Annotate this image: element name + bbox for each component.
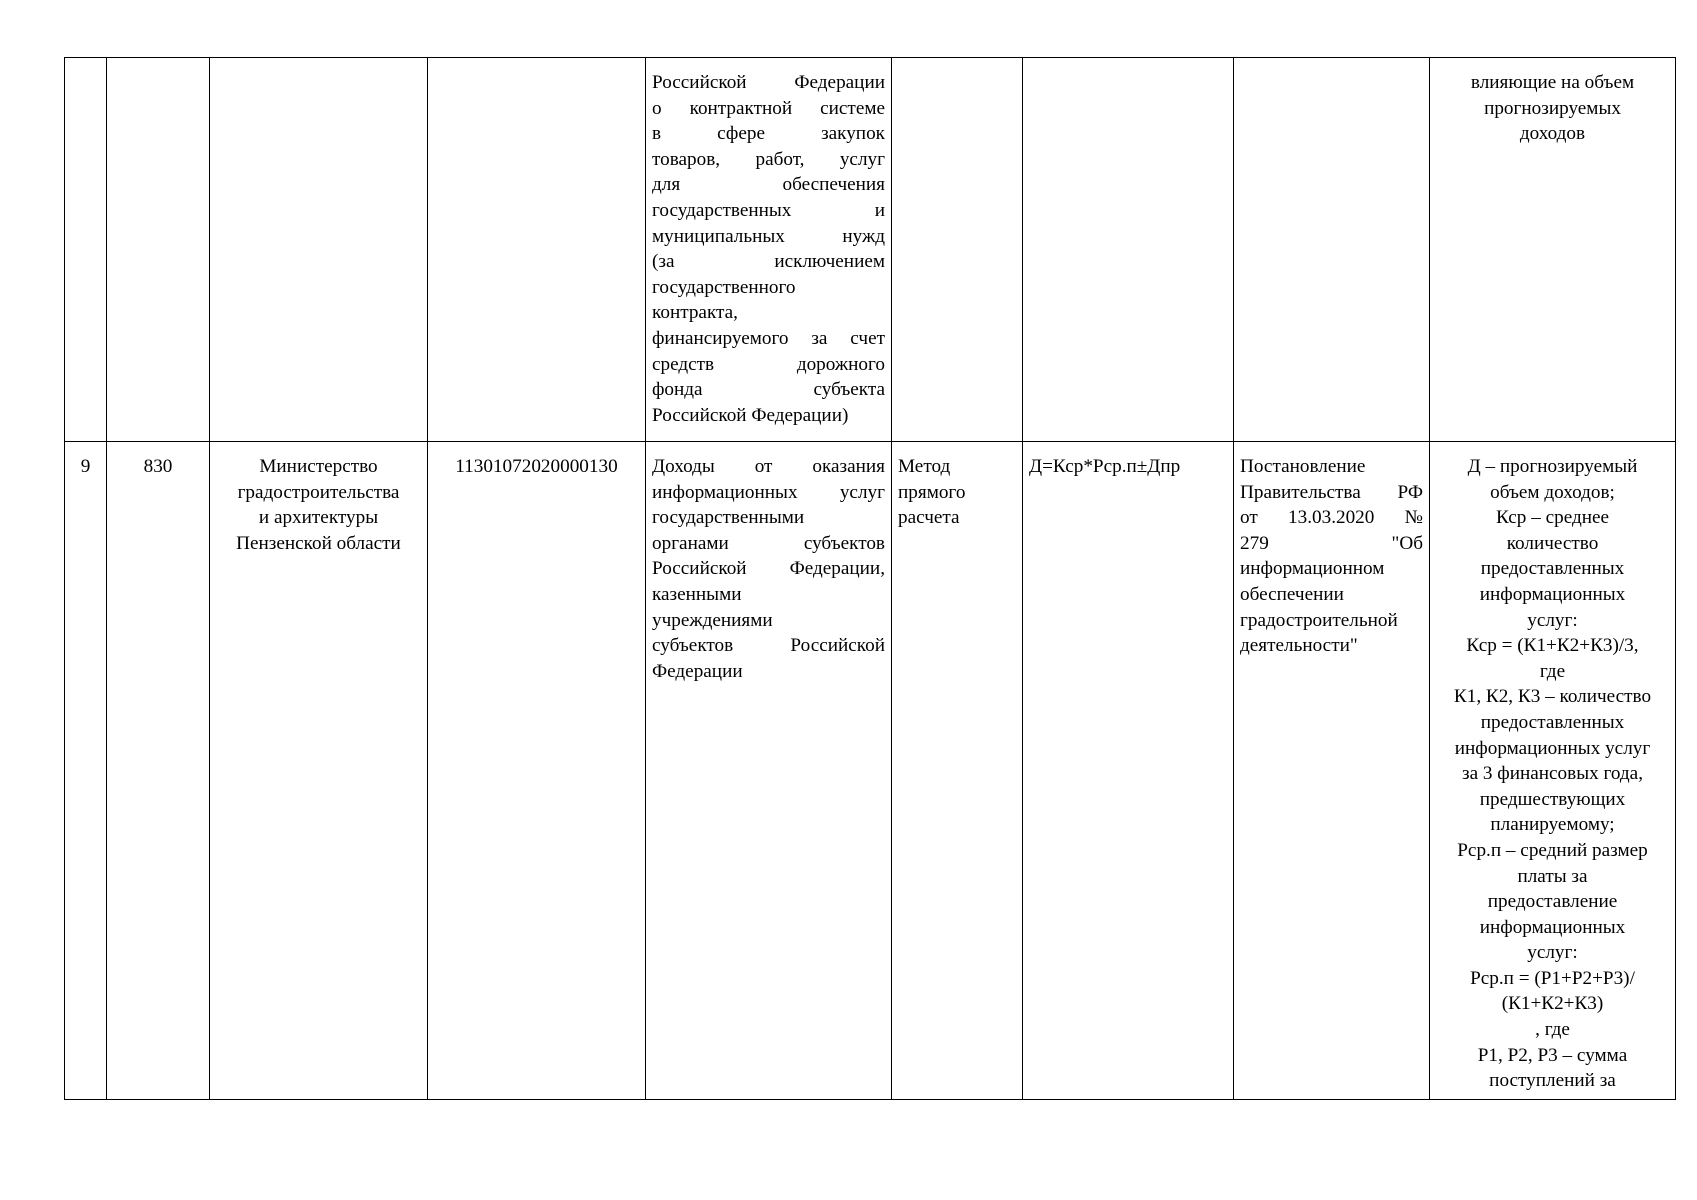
cell-calculation-method <box>892 58 1023 442</box>
cell-legal-basis <box>1234 442 1430 1100</box>
text-line: в сфере закупок <box>652 123 885 145</box>
text-line: государственными <box>652 507 805 529</box>
text-line: государственных и <box>652 199 885 221</box>
cell-formula <box>1023 58 1234 442</box>
cell-legal-basis <box>1234 58 1430 442</box>
text-line: информационном <box>1240 558 1385 580</box>
cell-administrator: Министерство градостроительства и архитектуры Пензенской области <box>210 442 428 1100</box>
text-line: товаров, работ, услуг <box>652 148 885 170</box>
cell-admin-code: 830 <box>107 442 210 1100</box>
text-line: Федерации <box>652 660 743 682</box>
text-line: Постановление <box>1240 456 1366 477</box>
text-line: обеспечении <box>1240 583 1344 605</box>
text-line: муниципальных нужд <box>652 225 885 247</box>
cell-kbk-code <box>428 58 646 442</box>
text-line: Российской Федерации, <box>652 558 885 580</box>
text-line: учреждениями <box>652 609 773 631</box>
revenue-methodology-table <box>64 57 1676 1100</box>
cell-income-name <box>646 58 892 442</box>
text-line: органами субъектов <box>652 532 885 554</box>
cell-administrator <box>210 58 428 442</box>
text-line: градостроительной <box>1240 609 1398 631</box>
text-line: финансируемого за счет <box>652 327 885 349</box>
cell-income-name <box>646 442 892 1100</box>
table-row <box>65 58 1676 442</box>
text-line: средств дорожного <box>652 353 885 375</box>
text-line: для обеспечения <box>652 174 885 196</box>
text-line: о контрактной системе <box>652 97 885 119</box>
text-line: от 13.03.2020 № <box>1240 507 1423 529</box>
text-line: (за исключением <box>652 251 885 273</box>
cell-kbk-code: 11301072020000130 <box>428 442 646 1100</box>
text-line: фонда субъекта <box>652 379 885 401</box>
text-line: субъектов Российской <box>652 635 885 657</box>
text-line: казенными <box>652 583 742 605</box>
text-line: контракта, <box>652 302 738 324</box>
text-line: Российской Федерации <box>652 72 885 93</box>
text-line: Российской Федерации) <box>652 404 849 426</box>
text-line: Доходы от оказания <box>652 456 885 477</box>
text-line: Правительства РФ <box>1240 481 1423 503</box>
cell-calculation-method: Метод прямого расчета <box>892 442 1023 1100</box>
table-row <box>65 442 1676 1100</box>
text-line: 279 "Об <box>1240 532 1423 554</box>
cell-indicator-description: Д – прогнозируемый объем доходов; Кср – среднее количество предоставленных информационных услуг: Кср = (К1+К2+К3)/3, где К1, К2, К3 – количество предоставленных информационных услуг за 3 финансовых года, предшествующих планируемому; Рср.п – средний размер платы за предоставление информационных услуг: Рср.п = (Р1+Р2+Р3)/ (К1+К2+К3) , где Р1, Р2, Р3 – сумма поступлений за <box>1430 442 1676 1100</box>
cell-index: 9 <box>65 442 107 1100</box>
text-line: информационных услуг <box>652 481 885 503</box>
text-line: деятельности" <box>1240 635 1358 657</box>
cell-index <box>65 58 107 442</box>
cell-indicator-description: влияющие на объем прогнозируемых доходов <box>1430 58 1676 442</box>
text-line: государственного <box>652 276 796 298</box>
cell-formula: Д=Кср*Рср.п±Дпр <box>1023 442 1234 1100</box>
cell-admin-code <box>107 58 210 442</box>
